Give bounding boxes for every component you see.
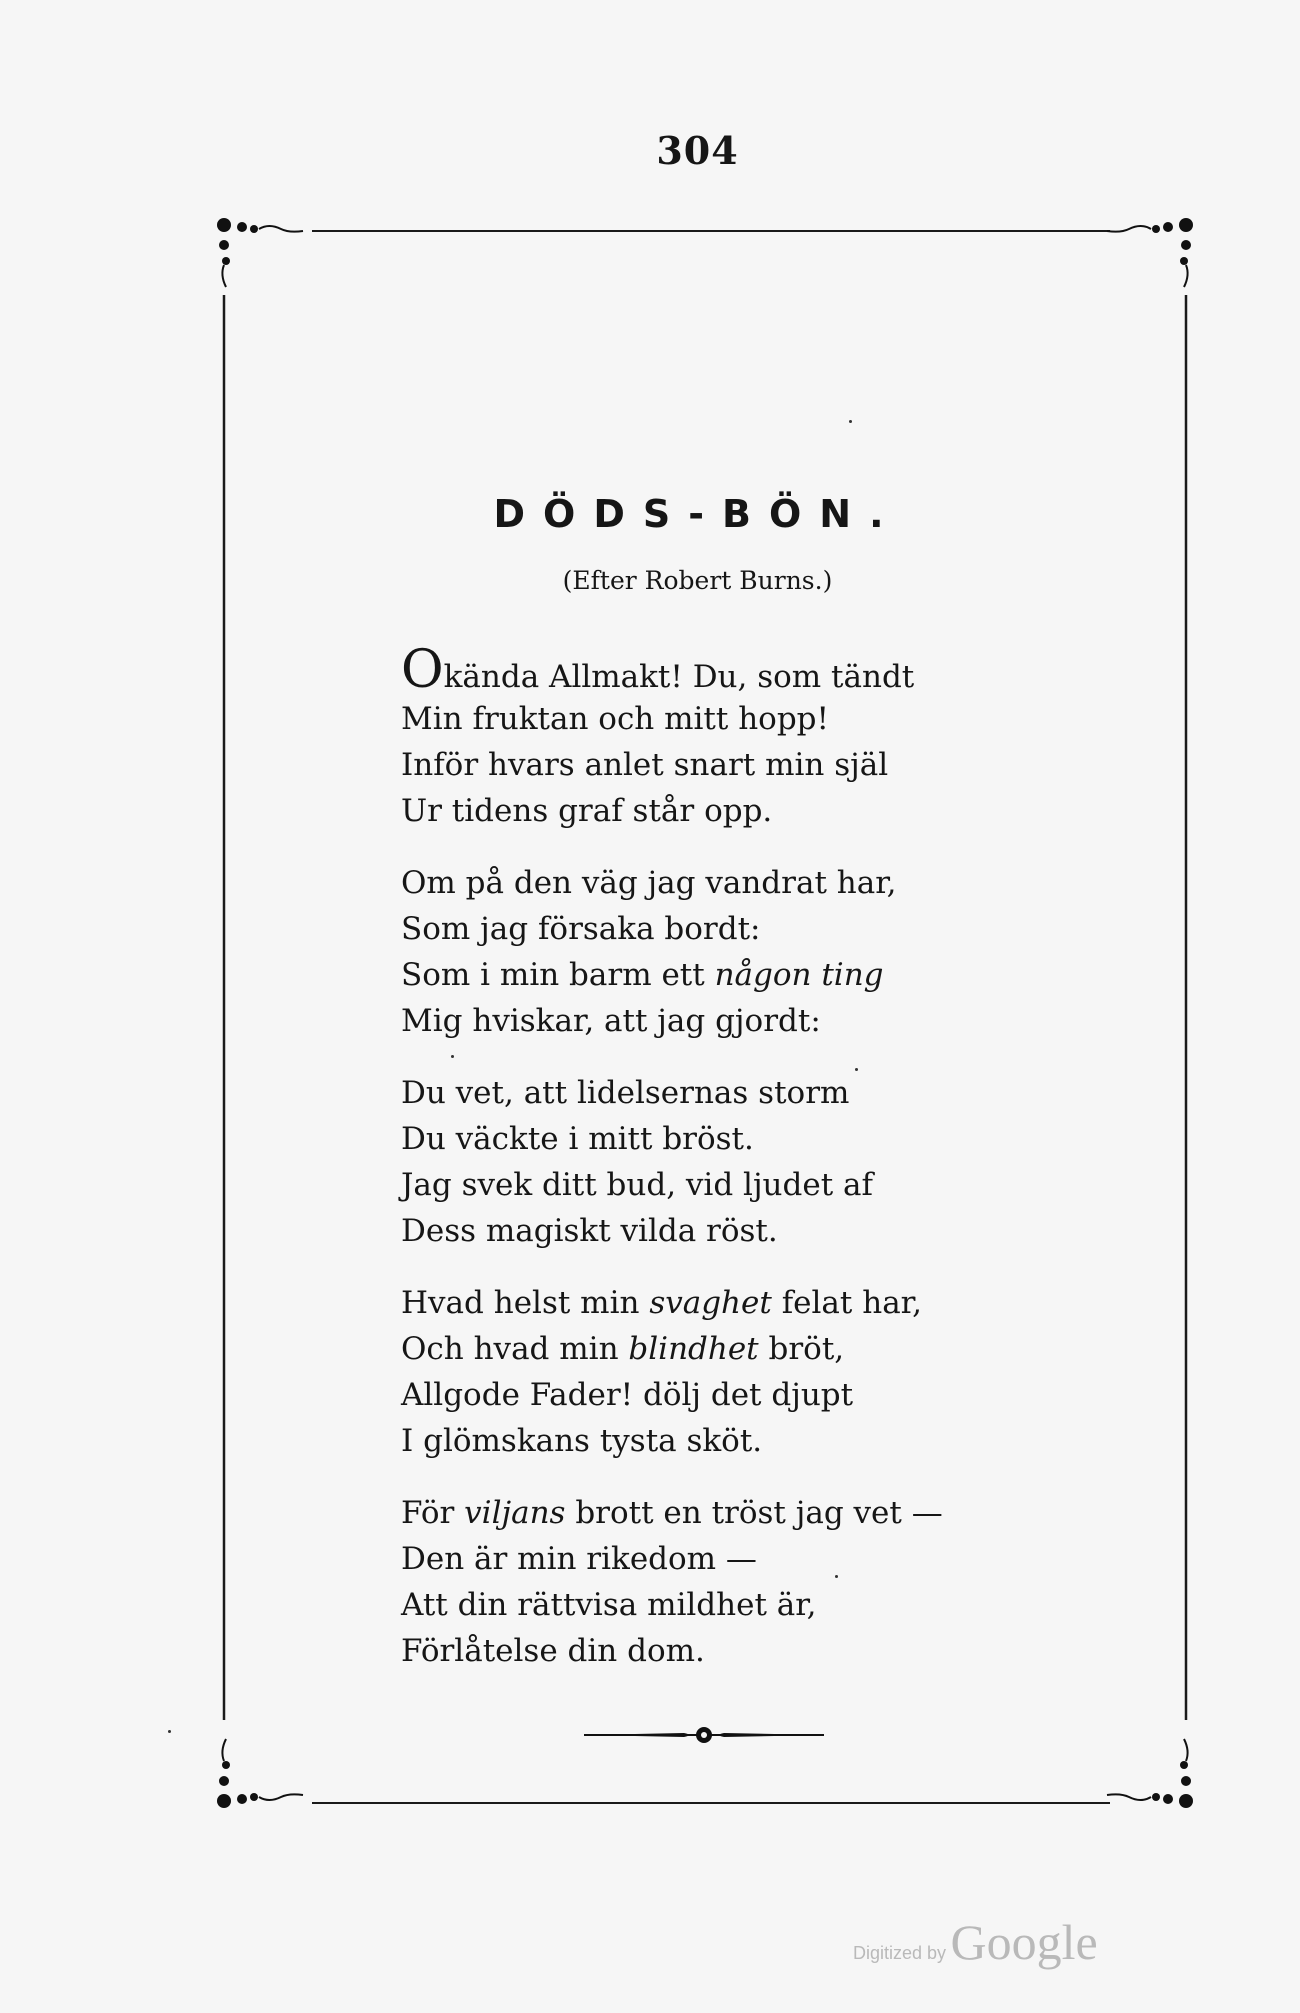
verse-text: Den är min rikedom — <box>401 1541 757 1577</box>
verse-text: brott en tröst jag vet — <box>565 1495 943 1531</box>
verse-text: Förlåtelse din dom. <box>401 1633 705 1669</box>
paper-speck <box>451 1055 454 1058</box>
verse-text: Du väckte i mitt bröst. <box>401 1121 754 1157</box>
verse-text: Om på den väg jag vandrat har, <box>401 865 897 901</box>
verse-line <box>401 1490 1021 1536</box>
watermark-prefix: Digitized by <box>853 1943 947 1963</box>
verse-line <box>401 952 1021 998</box>
verse-line <box>401 906 1021 952</box>
verse-text: Inför hvars anlet snart min själ <box>401 747 889 783</box>
verse-line <box>401 1372 1021 1418</box>
verse-line <box>401 742 1021 788</box>
verse-line <box>401 998 1021 1044</box>
stanza <box>401 860 1021 1044</box>
verse-text: Hvad helst min <box>401 1285 650 1321</box>
verse-line <box>401 788 1021 834</box>
tailpiece-rule-icon <box>584 1723 824 1747</box>
italic-word: viljans <box>464 1495 566 1531</box>
verse-text: kända Allmakt! Du, som tändt <box>443 659 915 695</box>
verse-text: Som i min barm ett <box>401 957 715 993</box>
flower-corner-icon <box>217 1739 303 1808</box>
verse-text: Allgode Fader! dölj det djupt <box>401 1377 854 1413</box>
verse-line <box>401 1326 1021 1372</box>
verse-text: För <box>401 1495 465 1531</box>
verse-line <box>401 860 1021 906</box>
paper-speck <box>855 1068 858 1071</box>
verse-line <box>401 1280 1021 1326</box>
verse-line <box>401 640 1021 700</box>
verse-line <box>401 1418 1021 1464</box>
verse-line <box>401 1162 1021 1208</box>
flower-corner-icon <box>1107 218 1193 287</box>
flower-corner-icon <box>1107 1739 1193 1808</box>
poem-body <box>401 640 1021 1700</box>
flower-corner-icon <box>217 218 303 287</box>
verse-text: I glömskans tysta sköt. <box>401 1423 763 1459</box>
poem-title: DÖDS-BÖN. <box>493 492 902 536</box>
verse-line <box>401 1208 1021 1254</box>
google-watermark <box>853 1913 1098 1971</box>
verse-text: Dess magiskt vilda röst. <box>401 1213 778 1249</box>
paper-speck <box>849 420 852 423</box>
verse-text: Min fruktan och mitt hopp! <box>401 701 829 737</box>
verse-line <box>401 1116 1021 1162</box>
verse-text: Jag svek ditt bud, vid ljudet af <box>401 1167 873 1203</box>
stanza <box>401 1280 1021 1464</box>
watermark-brand: Google <box>950 1914 1098 1970</box>
stanza <box>401 1070 1021 1254</box>
drop-cap: O <box>401 640 444 700</box>
italic-word: svaghet <box>649 1285 772 1321</box>
paper-speck <box>835 1575 838 1578</box>
italic-word: blindhet <box>628 1331 759 1367</box>
stanza <box>401 640 1021 834</box>
stanza <box>401 1490 1021 1674</box>
paper-speck <box>168 1730 171 1733</box>
verse-text: Och hvad min <box>401 1331 629 1367</box>
verse-text: Du vet, att lidelsernas storm <box>401 1075 850 1111</box>
verse-text: Ur tidens graf står opp. <box>401 793 773 829</box>
verse-line <box>401 1582 1021 1628</box>
verse-line <box>401 1070 1021 1116</box>
verse-text: Att din rättvisa mildhet är, <box>401 1587 817 1623</box>
verse-text: Mig hviskar, att jag gjordt: <box>401 1003 821 1039</box>
page-number: 304 <box>656 128 739 173</box>
verse-line <box>401 1536 1021 1582</box>
verse-text: bröt, <box>758 1331 845 1367</box>
verse-text: Som jag försaka bordt: <box>401 911 761 947</box>
italic-word: någon ting <box>714 957 884 993</box>
verse-line <box>401 696 1021 742</box>
verse-text: felat har, <box>771 1285 922 1321</box>
poem-subtitle: (Efter Robert Burns.) <box>562 566 833 595</box>
verse-line <box>401 1628 1021 1674</box>
